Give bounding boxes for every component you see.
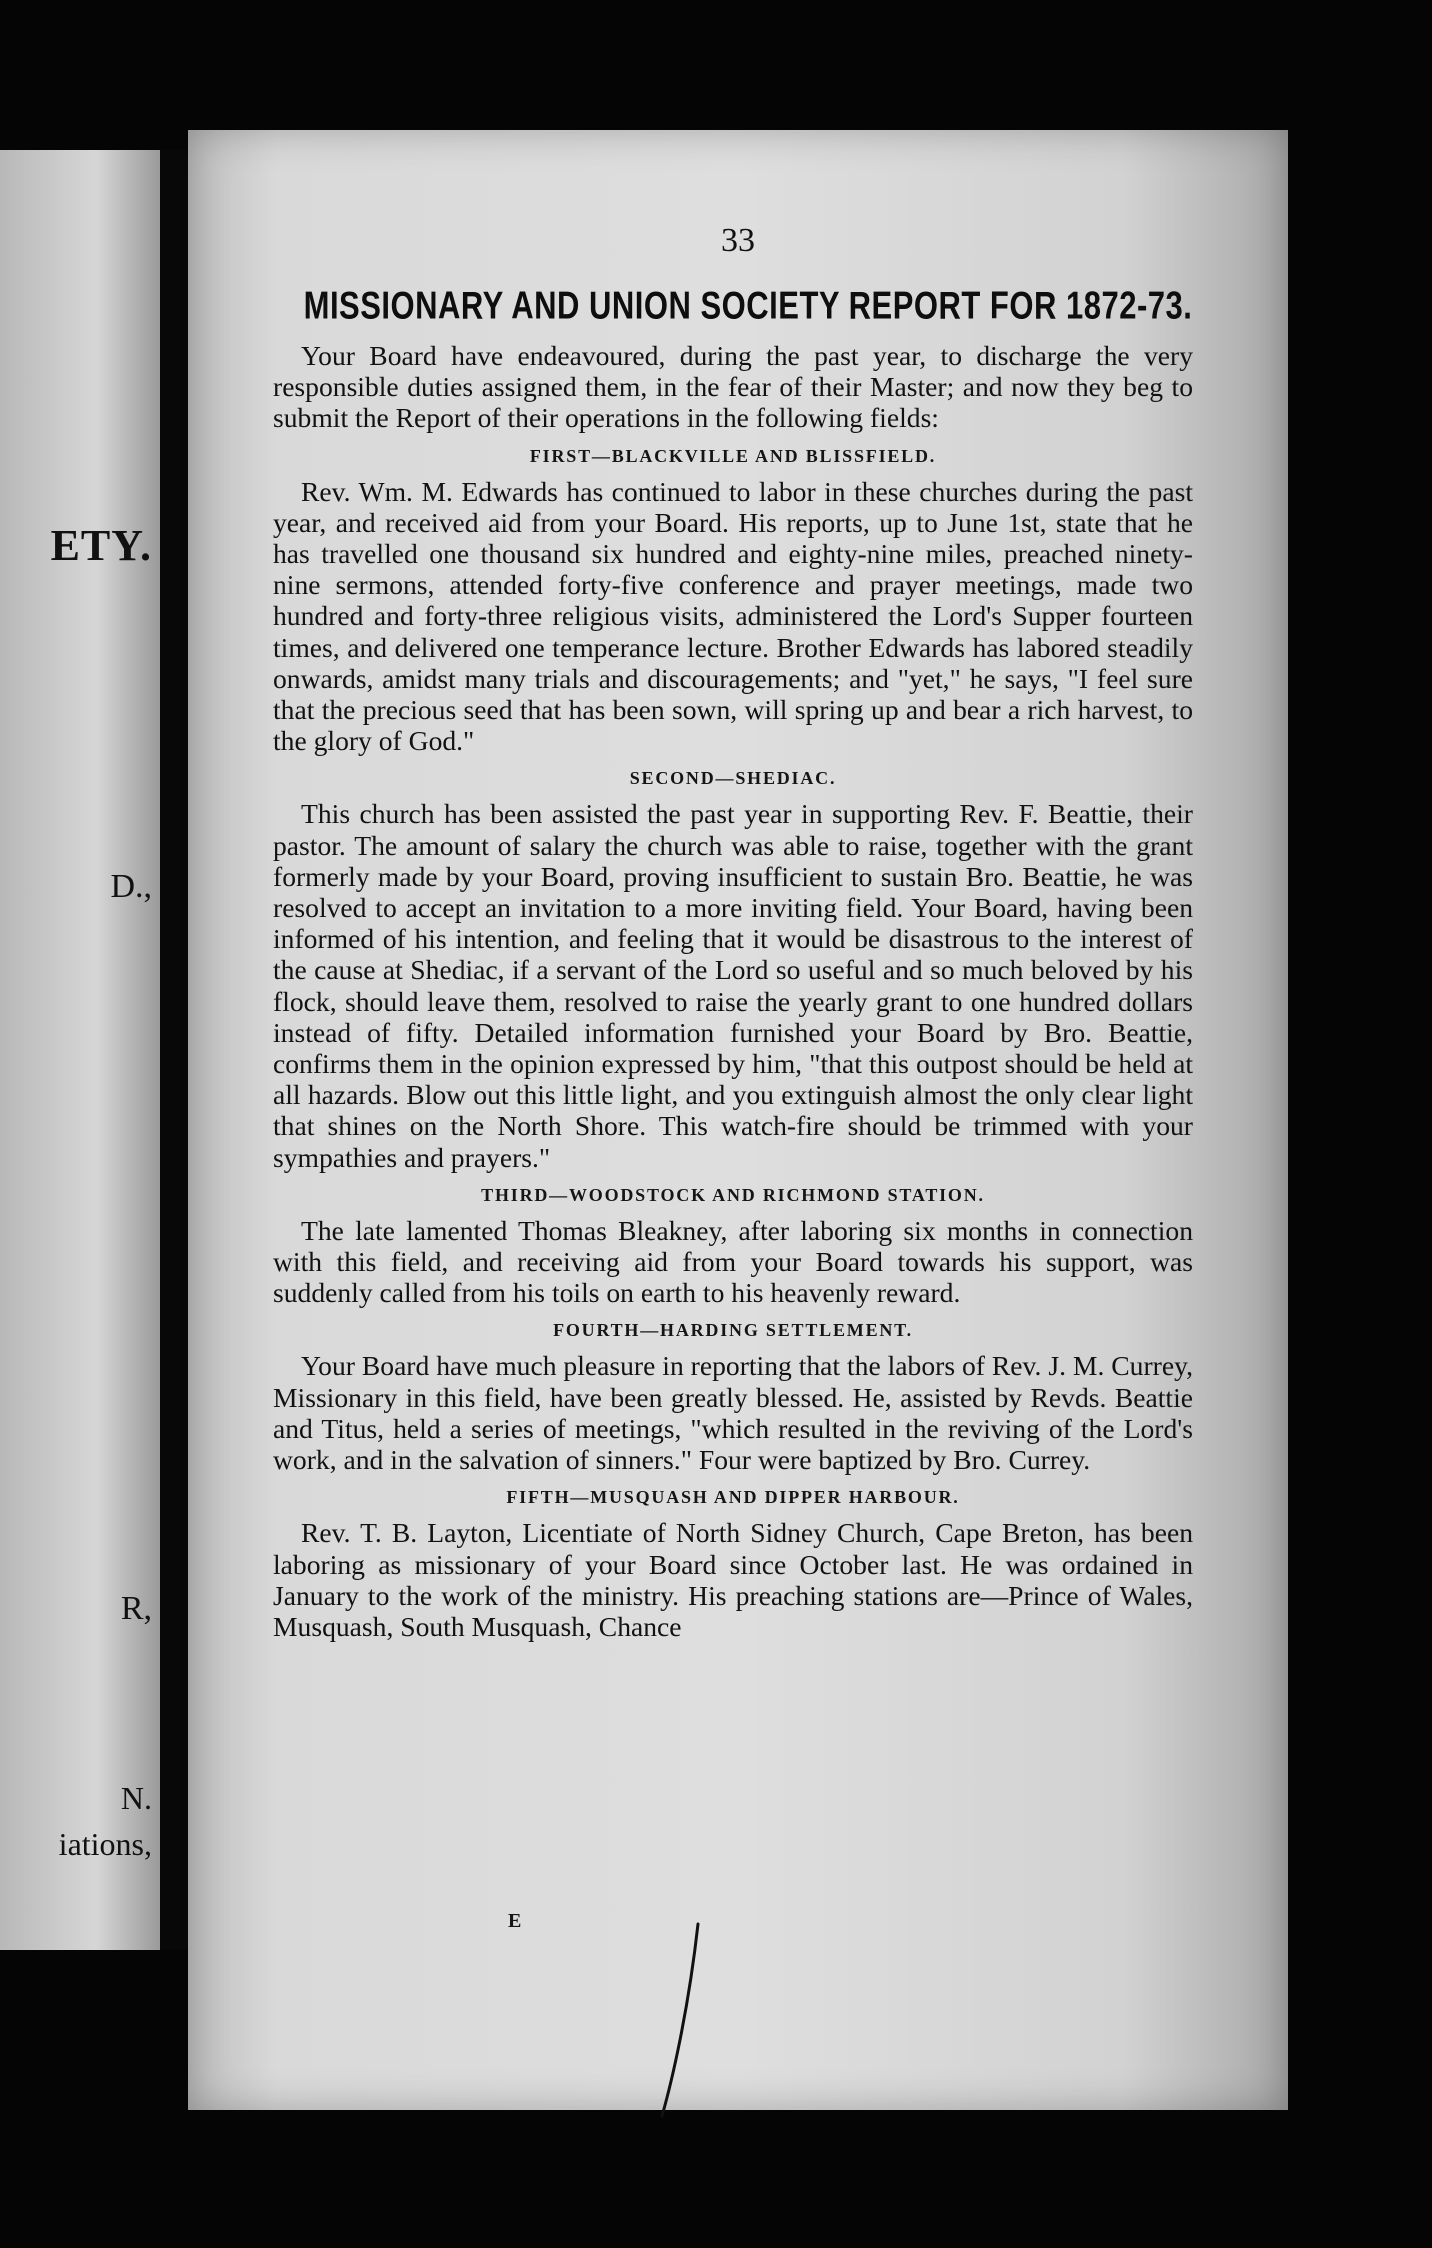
section-text-first: Rev. Wm. M. Edwards has continued to labor in these churches during the past year, and received aid from your Board. His reports, up to June 1st, state that he has travelled one thousand six hundred and eighty-nine miles, preached ninety-nine sermons, attended forty-five conference and prayer meetings, made two hundred and forty-three religious visits, administered the Lord's Supper fourteen times, and delivered one temperance lecture. Brother Edwards has labored steadily onwards, amidst many trials and discouragements; and "yet," he says, "I feel sure that the precious seed that has been sown, will spring up and bear a rich harvest, to the glory of God." (273, 475, 1193, 757)
book-gutter (160, 150, 190, 1950)
section-heading-fourth: FOURTH—HARDING SETTLEMENT. (553, 1320, 913, 1341)
facing-page-fragment: N. (120, 1780, 152, 1816)
section-heading-first: FIRST—BLACKVILLE AND BLISSFIELD. (529, 445, 937, 466)
section-heading-third: THIRD—WOODSTOCK AND RICHMOND STATION. (481, 1184, 985, 1205)
report-title: MISSIONARY AND UNION SOCIETY REPORT FOR 1872-73. (303, 283, 1193, 328)
page-number: 33 (721, 222, 755, 259)
facing-page-fragment: iations, (58, 1826, 152, 1862)
signature-mark: E (508, 1910, 522, 1932)
facing-page-edge (0, 150, 160, 1950)
facing-page-fragment: D., (110, 868, 152, 905)
facing-page-fragment: R, (120, 1590, 152, 1627)
section-text-fourth: Your Board have much pleasure in reporting that the labors of Rev. J. M. Currey, Missionary in this field, have been greatly blessed. He, assisted by Revds. Beattie and Titus, held a series of meetings, "which resulted in the reviving of the Lord's work, and in the salvation of sinners." Four were baptized by Bro. Currey. (273, 1350, 1193, 1476)
section-text-fifth: Rev. T. B. Layton, Licentiate of North Sidney Church, Cape Breton, has been laboring as missionary of your Board since October last. He was ordained in January to the work of the ministry. His preaching stations are—Prince of Wales, Musquash, South Musquash, Chance (273, 1517, 1193, 1642)
section-text-second: This church has been assisted the past year in supporting Rev. F. Beattie, their pastor. The amount of salary the church was able to raise, together with the grant formerly made by your Board, proving insufficient to sustain Bro. Beattie, he was resolved to accept an invitation to a more inviting field. Your Board, having been informed of his intention, and feeling that it would be disastrous to the interest of the cause at Shediac, if a servant of the Lord so useful and so much beloved by his flock, should leave them, resolved to raise the yearly grant to one hundred dollars instead of fifty. Detailed information furnished your Board by Bro. Beattie, confirms them in the opinion expressed by him, "that this outpost should be held at all hazards. Blow out this little light, and you extinguish almost the only clear light that shines on the North Shore. This watch-fire should be trimmed with your sympathies and prayers." (273, 798, 1193, 1173)
report-body (273, 340, 1193, 1642)
document-page (188, 130, 1288, 2110)
pencil-stroke-mark (658, 1920, 718, 2120)
intro-paragraph: Your Board have endeavoured, during the past year, to discharge the very responsible duties assigned them, in the fear of their Master; and now they beg to submit the Report of their operations in the following fields: (273, 340, 1193, 434)
facing-page-fragment: ETY. (50, 521, 152, 570)
section-heading-fifth: FIFTH—MUSQUASH AND DIPPER HARBOUR. (506, 1487, 960, 1508)
section-text-third: The late lamented Thomas Bleakney, after laboring six months in connection with this field, and receiving aid from your Board towards his support, was suddenly called from his toils on earth to his heavenly reward. (273, 1214, 1193, 1309)
section-heading-second: SECOND—SHEDIAC. (629, 768, 837, 789)
